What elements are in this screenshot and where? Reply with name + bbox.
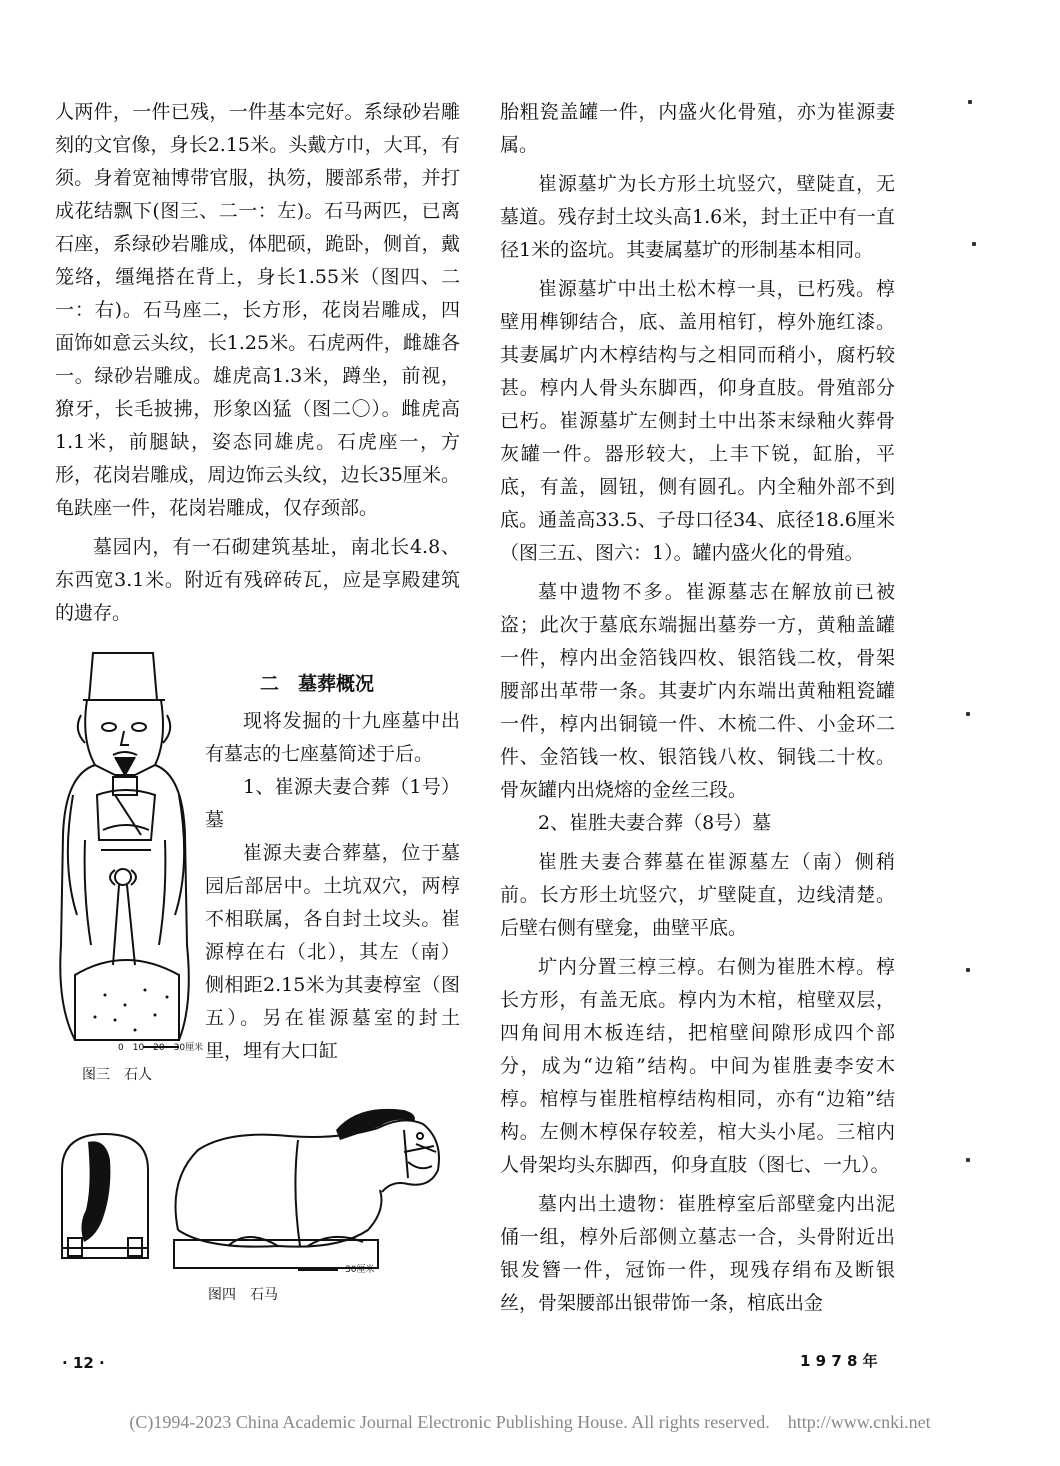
figure-4-scale: 30厘米 — [345, 1265, 375, 1275]
subsection-1-title: 1、崔源夫妻合葬（1号）墓 — [205, 776, 460, 831]
figure-4-horse-side-view — [168, 1100, 448, 1272]
scan-speck — [972, 242, 976, 246]
left-paragraph-2: 墓园内，有一石砌建筑基址，南北长4.8、东西宽3.1米。附近有残碎砖瓦，应是享殿建筑的遗存。 — [55, 536, 460, 624]
page-number: · 12 · — [62, 1354, 105, 1372]
journal-year: 1 9 7 8 年 — [800, 1352, 878, 1370]
figure-3-caption: 图三 石人 — [82, 1067, 152, 1083]
subsection-2-title: 2、崔胜夫妻合葬（8号）墓 — [538, 812, 772, 834]
figure-4-horse-front-view — [58, 1130, 153, 1262]
figure-3-scale: 0 10 20 30厘米 — [118, 1043, 204, 1053]
section-intro: 现将发掘的十九座墓中出有墓志的七座墓简述于后。 — [205, 710, 460, 765]
right-paragraph-1: 胎粗瓷盖罐一件，内盛火化骨殖，亦为崔源妻属。 — [500, 101, 895, 156]
figure-4-caption: 图四 石马 — [208, 1287, 278, 1303]
left-column — [55, 96, 460, 630]
subsection-1-text: 崔源夫妻合葬墓，位于墓园后部居中。土坑双穴，两椁不相联属，各自封土坟头。崔源椁在右（北），其左（南）侧相距2.15米为其妻椁室（图五）。另在崔源墓室的封土里，埋有大口缸 — [205, 842, 460, 1062]
figure-3-stone-official — [55, 645, 195, 1050]
right-paragraph-5: 崔胜夫妻合葬墓在崔源墓左（南）侧稍前。长方形土坑竖穴，圹壁陡直，边线清楚。后壁右侧有壁龛，曲壁平底。 — [500, 851, 895, 939]
scan-speck — [966, 712, 970, 716]
right-paragraph-4: 墓中遗物不多。崔源墓志在解放前已被盗；此次于墓底东端掘出墓券一方，黄釉盖罐一件，椁内出金箔钱四枚、银箔钱二枚，骨架腰部出革带一条。其妻圹内东端出黄釉粗瓷罐一件，椁内出铜镜一件、木梳二件、小金环二件、金箔钱一枚、银箔钱八枚、铜钱二十枚。骨灰罐内出烧熔的金丝三段。 — [500, 581, 895, 801]
scan-speck — [966, 968, 970, 972]
scan-speck — [968, 100, 972, 104]
right-paragraph-2: 崔源墓圹为长方形土坑竖穴，壁陡直，无墓道。残存封土坟头高1.6米，封土正中有一直径1米的盗坑。其妻属墓圹的形制基本相同。 — [500, 173, 895, 261]
left-paragraph-1: 人两件，一件已残，一件基本完好。系绿砂岩雕刻的文官像，身长2.15米。头戴方巾，大耳，有须。身着宽袖博带官服，执笏，腰部系带，并打成花结飘下(图三、二一：左)。石马两匹，已离石座，系绿砂岩雕成，体肥硕，跪卧，侧首，戴笼络，缰绳搭在背上，身长1.55米（图四、二一：右)。石马座二，长方形，花岗岩雕成，四面饰如意云头纹，长1.25米。石虎两件，雌雄各一。绿砂岩雕成。雄虎高1.3米，蹲坐，前视，獠牙，长毛披拂，形象凶猛（图二〇）。雌虎高1.1米，前腿缺，姿态同雄虎。石虎座一，方形，花岗岩雕成，周边饰云头纹，边长35厘米。龟趺座一件，花岗岩雕成，仅存颈部。 — [55, 101, 460, 519]
section-heading: 二 墓葬概况 — [260, 673, 375, 695]
right-paragraph-6: 圹内分置三椁三椁。右侧为崔胜木椁。椁长方形，有盖无底。椁内为木棺，棺壁双层，四角间用木板连结，把棺壁间隙形成四个部分，成为“边箱”结构。中间为崔胜妻李安木椁。棺椁与崔胜棺椁结构相同，亦有“边箱”结构。左侧木椁保存较差，棺大头小尾。三棺内人骨架均头东脚西，仰身直肢（图七、一九）。 — [500, 956, 895, 1176]
right-paragraph-7: 墓内出土遗物：崔胜椁室后部壁龛内出泥俑一组，椁外后部侧立墓志一合，头骨附近出银发簪一件，冠饰一件，现残存绢布及断银丝，骨架腰部出银带饰一条，棺底出金 — [500, 1193, 895, 1314]
copyright-notice: (C)1994-2023 China Academic Journal Electronic Publishing House. All rights reserved. http://www.cnki.net — [129, 1412, 931, 1432]
right-paragraph-3: 崔源墓圹中出土松木椁一具，已朽残。椁壁用榫铆结合，底、盖用棺钉，椁外施红漆。其妻属圹内木椁结构与之相同而稍小，腐朽较甚。椁内人骨头东脚西，仰身直肢。骨殖部分已朽。崔源墓圹左侧封土中出茶末绿釉火葬骨灰罐一件。器形较大，上丰下锐，缸胎，平底，有盖，圆钮，侧有圆孔。内全釉外部不到底。通盖高33.5、子母口径34、底径18.6厘米（图三五、图六：1）。罐内盛火化的骨殖。 — [500, 278, 895, 564]
section-2-text — [205, 668, 460, 1068]
right-column — [500, 96, 895, 1320]
scan-speck — [966, 1158, 970, 1162]
